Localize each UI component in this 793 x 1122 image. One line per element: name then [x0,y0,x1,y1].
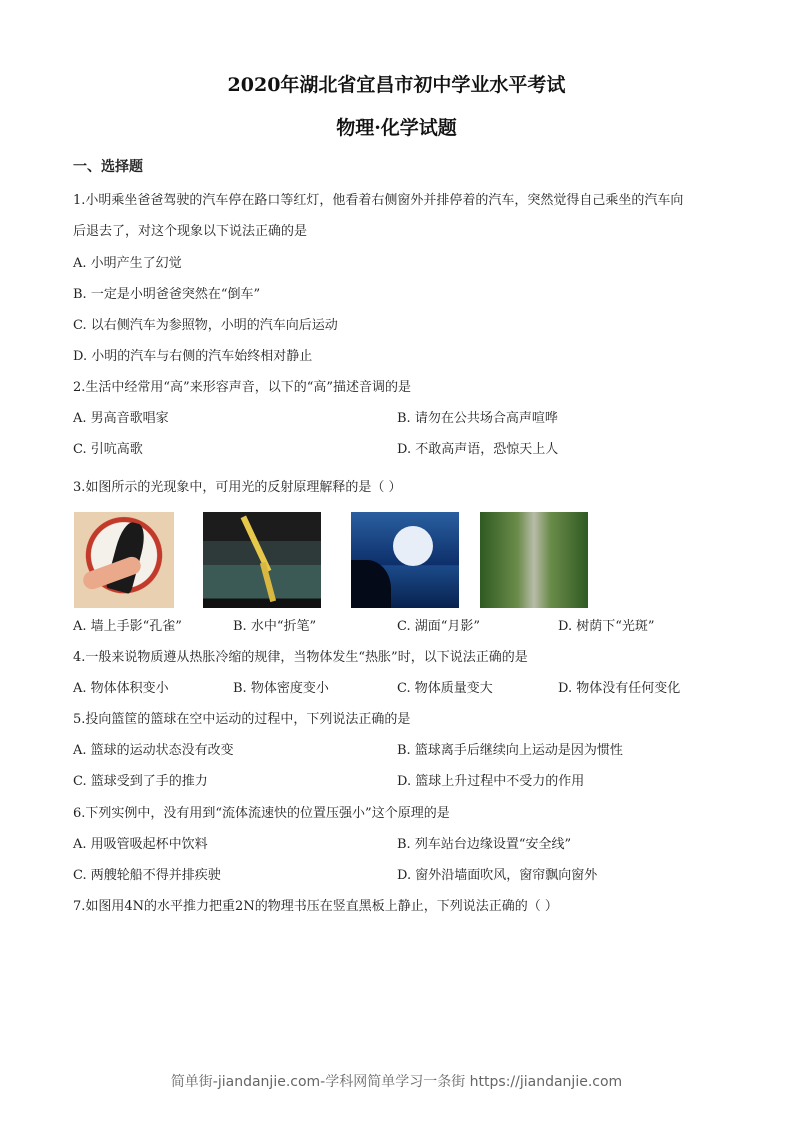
q3-stem: 3.如图所示的光现象中，可用光的反射原理解释的是（ ） [73,480,402,495]
bent-pencil-image [203,512,321,608]
q2-option-d: D. 不敢高声语，恐惊天上人 [397,442,559,457]
q5-option-b: B. 篮球离手后继续向上运动是因为惯性 [397,743,623,758]
q4-option-b: B. 物体密度变小 [233,681,329,696]
q7-stem: 7.如图用4N的水平推力把重2N的物理书压在竖直黑板上静止，下列说法正确的（ ） [73,899,558,914]
q1-option-b: B. 一定是小明爸爸突然在“倒车” [73,287,261,302]
q1-stem: 后退去了，对这个现象以下说法正确的是 [73,224,308,239]
tree-shade-image [480,512,588,608]
q4-option-a: A. 物体体积变小 [73,681,169,696]
q1-option-d: D. 小明的汽车与右侧的汽车始终相对静止 [73,349,313,364]
document-title: 2020年湖北省宜昌市初中学业水平考试 [227,74,566,96]
moon-reflection-image [351,512,459,608]
q6-option-b: B. 列车站台边缘设置“安全线” [397,837,572,852]
q6-option-a: A. 用吸管吸起杯中饮料 [73,837,208,852]
q4-stem: 4.一般来说物质遵从热胀冷缩的规律，当物体发生“热胀”时，以下说法正确的是 [73,650,528,665]
q3-option-c: C. 湖面“月影” [397,619,481,634]
q3-option-a: A. 墙上手影“孔雀” [73,619,182,634]
footer-watermark: 简单街-jiandanjie.com-学科网简单学习一条街 https://jiandanjie.com [170,1074,623,1090]
q1-option-a: A. 小明产生了幻觉 [73,256,182,271]
document-subtitle: 物理·化学试题 [336,117,457,139]
hand-shadow-image [74,512,174,608]
q5-option-a: A. 篮球的运动状态没有改变 [73,743,234,758]
q4-option-d: D. 物体没有任何变化 [558,681,681,696]
q5-option-d: D. 篮球上升过程中不受力的作用 [397,774,585,789]
q6-option-c: C. 两艘轮船不得并排疾驶 [73,868,221,883]
q4-option-c: C. 物体质量变大 [397,681,493,696]
q6-stem: 6.下列实例中，没有用到“流体流速快的位置压强小”这个原理的是 [73,806,450,821]
section-heading: 一、选择题 [73,159,143,175]
q2-option-b: B. 请勿在公共场合高声喧哗 [397,411,558,426]
q6-option-d: D. 窗外沿墙面吹风，窗帘飘向窗外 [397,868,598,883]
q3-option-d: D. 树荫下“光斑” [558,619,655,634]
q3-option-b: B. 水中“折笔” [233,619,317,634]
q1-option-c: C. 以右侧汽车为参照物，小明的汽车向后运动 [73,318,338,333]
q5-stem: 5.投向篮筐的篮球在空中运动的过程中，下列说法正确的是 [73,712,411,727]
q2-stem: 2.生活中经常用“高”来形容声音，以下的“高”描述音调的是 [73,380,411,395]
q2-option-a: A. 男高音歌唱家 [73,411,169,426]
q1-stem: 1.小明乘坐爸爸驾驶的汽车停在路口等红灯，他看着右侧窗外并排停着的汽车，突然觉得自己乘坐的汽车向 [73,193,684,208]
q5-option-c: C. 篮球受到了手的推力 [73,774,208,789]
q2-option-c: C. 引吭高歌 [73,442,143,457]
